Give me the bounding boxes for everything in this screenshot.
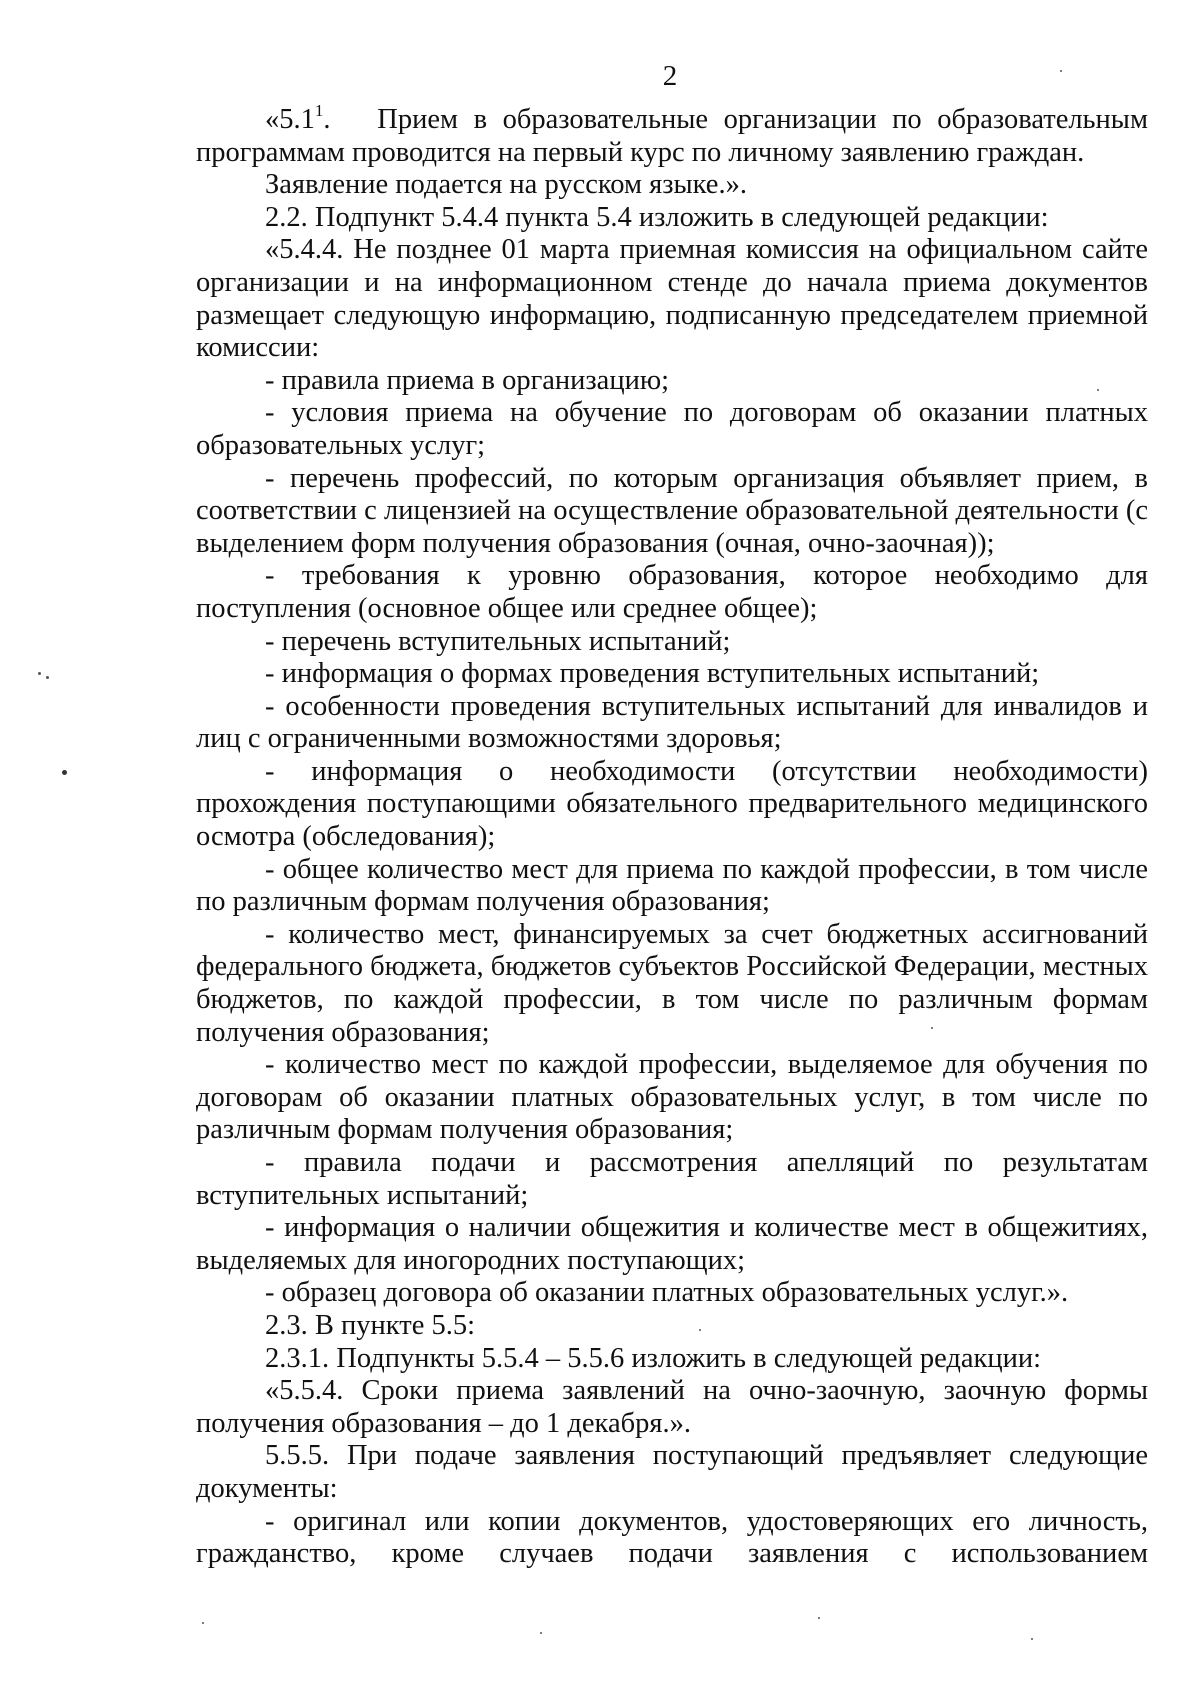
list-item: - правила приема в организацию; bbox=[265, 364, 670, 396]
list-item: - правила подачи и рассмотрения апелляций по результатам вступительных испытаний; bbox=[196, 1147, 1148, 1211]
paragraph: 2.2. Подпункт 5.4.4 пункта 5.4 изложить в следующей редакции: bbox=[265, 201, 1049, 233]
list-item: - общее количество мест для приема по каждой профессии, в том числе по различным формам получения образования; bbox=[196, 853, 1148, 918]
scan-speck bbox=[46, 676, 49, 679]
scan-speck bbox=[1031, 1638, 1033, 1640]
scan-speck bbox=[818, 1617, 820, 1619]
list-item: - оригинал или копии документов, удостоверяющих его личность, гражданство, кроме случаев подачи заявления с использованием bbox=[196, 1505, 1148, 1570]
paragraph-prefix: «5.1 bbox=[265, 104, 315, 135]
document-body bbox=[196, 101, 1148, 1571]
scan-speck bbox=[540, 1632, 542, 1634]
list-item: - информация о наличии общежития и количестве мест в общежитиях, выделяемых для иногородних поступающих; bbox=[196, 1212, 1148, 1276]
list-item: - требования к уровню образования, которое необходимо для поступления (основное общее или среднее общее); bbox=[196, 560, 1148, 624]
page-number: 2 bbox=[662, 60, 678, 92]
scan-speck bbox=[699, 1329, 701, 1331]
scan-speck bbox=[1097, 389, 1099, 391]
list-item: - информация о формах проведения вступительных испытаний; bbox=[265, 658, 1040, 690]
scan-speck bbox=[1060, 70, 1062, 72]
scan-speck bbox=[931, 1027, 933, 1029]
paragraph-item-5-1-1 bbox=[196, 101, 1148, 169]
list-item: - количество мест по каждой профессии, выделяемое для обучения по договорам об оказании платных образовательных услуг, в том числе по различным формам получения образования; bbox=[196, 1049, 1148, 1146]
list-item: - перечень вступительных испытаний; bbox=[265, 625, 731, 657]
paragraph: 2.3. В пункте 5.5: bbox=[265, 1309, 476, 1341]
scan-speck bbox=[62, 770, 67, 775]
list-item: - количество мест, финансируемых за счет бюджетных ассигнований федерального бюджета, бюджетов субъектов Российской Федерации, местных бюджетов, по каждой профессии, в том числе по различным формам получения образования; bbox=[196, 918, 1148, 1048]
scan-speck bbox=[38, 672, 41, 675]
paragraph: 2.3.1. Подпункты 5.5.4 – 5.5.6 изложить в следующей редакции: bbox=[265, 1342, 1042, 1374]
paragraph: 5.5.5. При подаче заявления поступающий предъявляет следующие документы: bbox=[196, 1440, 1148, 1504]
superscript-marker: 1 bbox=[314, 101, 324, 120]
list-item: - условия приема на обучение по договорам об оказании платных образовательных услуг; bbox=[196, 397, 1148, 461]
paragraph: Заявление подается на русском языке.». bbox=[265, 169, 747, 201]
paragraph-rest: . Прием в образовательные организации по образовательным программам проводится на первый курс по личному заявлению граждан. bbox=[196, 104, 1148, 168]
paragraph: «5.4.4. Не позднее 01 марта приемная комиссия на официальном сайте организации и на информационном стенде до начала приема документов размещает следующую информацию, подписанную председателем приемной комиссии: bbox=[196, 234, 1148, 364]
scan-speck bbox=[202, 1622, 204, 1624]
list-item: - перечень профессий, по которым организация объявляет прием, в соответствии с лицензией на осуществление образовательной деятельности (с выделением форм получения образования (очная, очно-заочная)); bbox=[196, 462, 1148, 559]
paragraph: «5.5.4. Сроки приема заявлений на очно-заочную, заочную формы получения образования – до 1 декабря.». bbox=[196, 1375, 1148, 1439]
list-item: - особенности проведения вступительных испытаний для инвалидов и лиц с ограниченными возможностями здоровья; bbox=[196, 690, 1148, 755]
list-item: - образец договора об оказании платных образовательных услуг.». bbox=[265, 1277, 1069, 1309]
list-item: - информация о необходимости (отсутствии необходимости) прохождения поступающими обязательного предварительного медицинского осмотра (обследования); bbox=[196, 755, 1148, 853]
